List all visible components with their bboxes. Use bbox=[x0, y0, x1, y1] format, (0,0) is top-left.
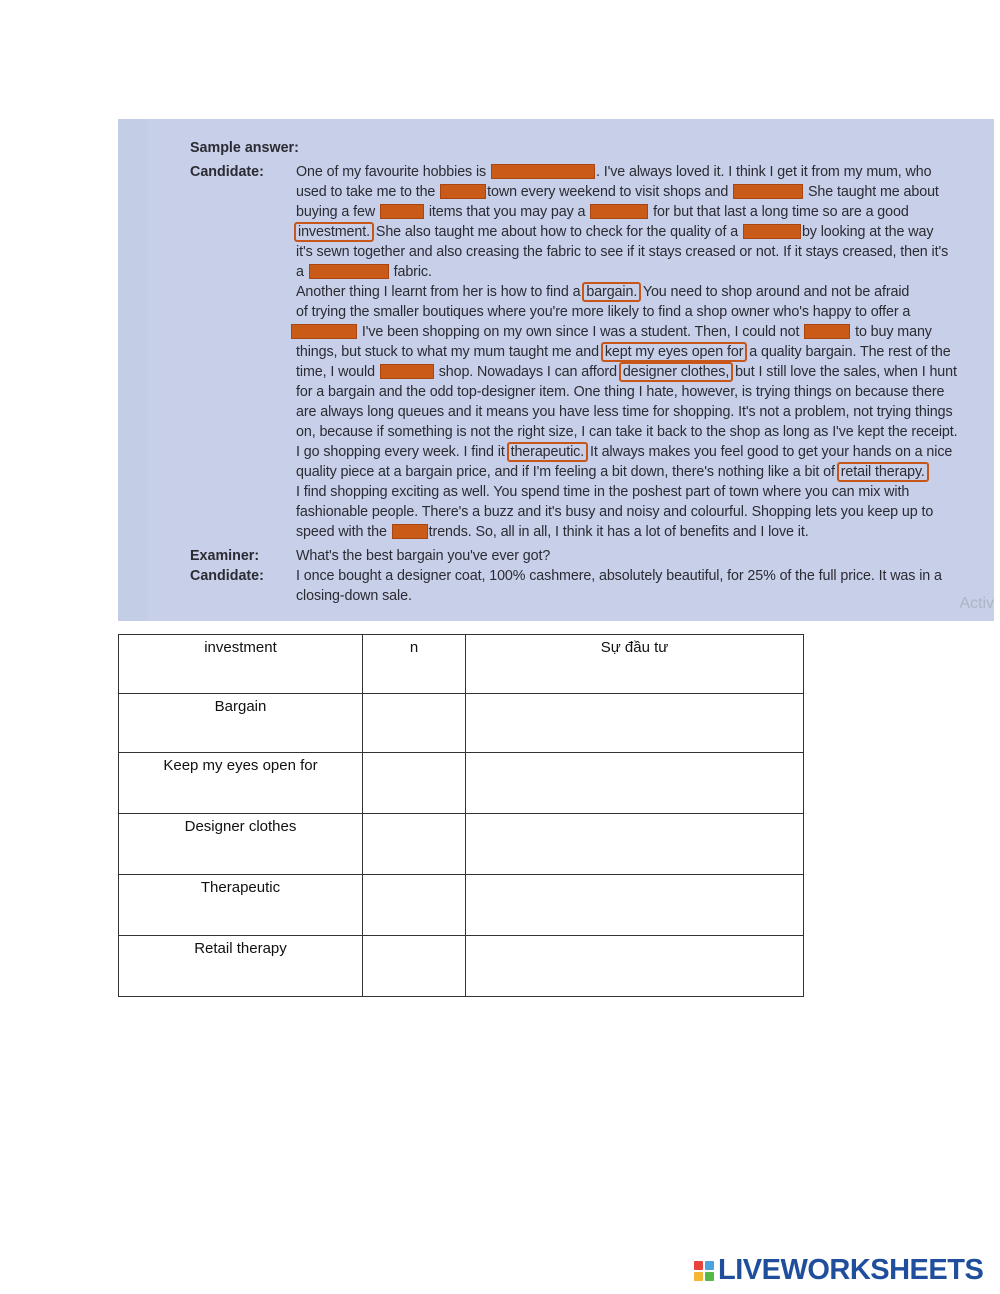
line-text: She taught me about bbox=[804, 184, 939, 200]
passage-line bbox=[296, 363, 957, 381]
term-cell: Bargain bbox=[119, 694, 363, 753]
logo-tile bbox=[694, 1261, 703, 1270]
word-class-cell[interactable] bbox=[363, 875, 466, 936]
speaker-candidate: Candidate: bbox=[190, 568, 264, 584]
line-text: time, I would bbox=[296, 364, 379, 380]
line-text: things, but stuck to what my mum taught me and bbox=[296, 344, 603, 360]
passage-line bbox=[296, 183, 939, 201]
passage-line: I find shopping exciting as well. You spend time in the poshest part of town where you can mix with bbox=[296, 484, 910, 500]
line-text: One of my favourite hobbies is bbox=[296, 164, 490, 180]
line-text: buying a few bbox=[296, 204, 379, 220]
line-text: Another thing I learnt from her is how to find a bbox=[296, 284, 585, 300]
highlight-bargain: bargain. bbox=[586, 284, 638, 300]
watermark-text: Activ bbox=[959, 595, 994, 612]
logo-tile bbox=[705, 1272, 714, 1281]
blank-box[interactable] bbox=[590, 204, 648, 219]
line-text: items that you may pay a bbox=[424, 204, 590, 220]
blank-box[interactable] bbox=[733, 184, 803, 199]
passage-line: closing-down sale. bbox=[296, 588, 412, 604]
logo-tile bbox=[705, 1261, 714, 1270]
scanned-passage bbox=[118, 119, 994, 621]
passage-line: fashionable people. There's a buzz and it's busy and noisy and colourful. Shopping lets you keep up to bbox=[296, 504, 934, 520]
meaning-cell[interactable] bbox=[466, 814, 804, 875]
word-class-cell[interactable] bbox=[363, 694, 466, 753]
passage-line: it's sewn together and also creasing the fabric to see if it stays creased or not. If it stays creased, then it's bbox=[296, 244, 949, 260]
passage-line bbox=[296, 343, 951, 361]
vocabulary-table bbox=[118, 634, 804, 997]
blank-box[interactable] bbox=[743, 224, 801, 239]
passage-line: What's the best bargain you've ever got? bbox=[296, 548, 551, 564]
logo-wordmark: LIVEWORKSHEETS bbox=[718, 1254, 984, 1286]
line-text: speed with the bbox=[296, 524, 391, 540]
blank-box[interactable] bbox=[804, 324, 850, 339]
passage-line bbox=[296, 223, 933, 241]
speaker-examiner: Examiner: bbox=[190, 548, 260, 564]
highlight-investment: investment. bbox=[298, 224, 371, 240]
logo-tiles-icon bbox=[694, 1261, 714, 1281]
line-text: used to take me to the bbox=[296, 184, 440, 200]
term-cell: Keep my eyes open for bbox=[119, 753, 363, 814]
passage-line bbox=[296, 283, 909, 301]
passage-line: I once bought a designer coat, 100% cashmere, absolutely beautiful, for 25% of the full price. It was in a bbox=[296, 568, 942, 584]
line-text: It always makes you feel good to get your hands on a nice bbox=[586, 444, 953, 460]
line-text: fabric. bbox=[389, 264, 432, 280]
passage-line: for a bargain and the odd top-designer item. One thing I hate, however, is trying things on because there bbox=[296, 384, 945, 400]
liveworksheets-logo bbox=[694, 1254, 983, 1287]
passage-line bbox=[296, 203, 909, 221]
line-text: quality piece at a bargain price, and if I'm feeling a bit down, there's nothing like a bit of bbox=[296, 464, 839, 480]
term-cell: Retail therapy bbox=[119, 936, 363, 997]
table-row bbox=[119, 753, 804, 814]
highlight-designer-clothes: designer clothes, bbox=[622, 364, 730, 380]
meaning-cell[interactable] bbox=[466, 753, 804, 814]
passage-card bbox=[148, 119, 994, 621]
highlight-retail-therapy: retail therapy. bbox=[840, 464, 925, 480]
table-row bbox=[119, 814, 804, 875]
term-cell: Designer clothes bbox=[119, 814, 363, 875]
term-cell: Therapeutic bbox=[119, 875, 363, 936]
passage-heading: Sample answer: bbox=[190, 140, 299, 156]
table-row bbox=[119, 875, 804, 936]
passage-line bbox=[296, 163, 931, 181]
blank-box[interactable] bbox=[380, 204, 424, 219]
line-text: a bbox=[296, 264, 308, 280]
line-text: . I've always loved it. I think I get it from my mum, who bbox=[595, 164, 932, 180]
line-text: to buy many bbox=[851, 324, 932, 340]
meaning-cell[interactable] bbox=[466, 936, 804, 997]
word-class-cell[interactable] bbox=[363, 814, 466, 875]
highlight-therapeutic: therapeutic. bbox=[510, 444, 585, 460]
meaning-cell[interactable]: Sự đầu tư bbox=[466, 635, 804, 694]
logo-tile bbox=[694, 1272, 703, 1281]
speaker-candidate: Candidate: bbox=[190, 164, 264, 180]
line-text: I've been shopping on my own since I was a student. Then, I could not bbox=[358, 324, 804, 340]
meaning-cell[interactable] bbox=[466, 875, 804, 936]
line-text: She also taught me about how to check for the quality of a bbox=[372, 224, 742, 240]
line-text: but I still love the sales, when I hunt bbox=[731, 364, 957, 380]
passage-line: are always long queues and it means you have less time for shopping. It's not a problem, not trying things bbox=[296, 404, 953, 420]
table-row bbox=[119, 936, 804, 997]
highlight-kept-my-eyes-open-for: kept my eyes open for bbox=[604, 344, 744, 360]
table-row bbox=[119, 635, 804, 694]
line-text: shop. Nowadays I can afford bbox=[434, 364, 621, 380]
blank-box[interactable] bbox=[491, 164, 595, 179]
word-class-cell[interactable]: n bbox=[363, 635, 466, 694]
line-text: for but that last a long time so are a good bbox=[649, 204, 909, 220]
word-class-cell[interactable] bbox=[363, 753, 466, 814]
line-text: by looking at the way bbox=[801, 224, 934, 240]
passage-line bbox=[296, 263, 432, 281]
table-row bbox=[119, 694, 804, 753]
passage-line bbox=[296, 443, 952, 461]
blank-box[interactable] bbox=[392, 524, 428, 539]
word-class-cell[interactable] bbox=[363, 936, 466, 997]
line-text: You need to shop around and not be afraid bbox=[639, 284, 910, 300]
blank-box[interactable] bbox=[309, 264, 389, 279]
line-text: a quality bargain. The rest of the bbox=[745, 344, 951, 360]
passage-line bbox=[296, 523, 809, 541]
line-text: town every weekend to visit shops and bbox=[487, 184, 733, 200]
blank-box[interactable] bbox=[440, 184, 486, 199]
meaning-cell[interactable] bbox=[466, 694, 804, 753]
blank-box[interactable] bbox=[291, 324, 357, 339]
blank-box[interactable] bbox=[380, 364, 434, 379]
term-cell: investment bbox=[119, 635, 363, 694]
passage-line bbox=[296, 463, 927, 481]
passage-line bbox=[290, 323, 932, 341]
line-text: trends. So, all in all, I think it has a lot of benefits and I love it. bbox=[428, 524, 809, 540]
line-text: I go shopping every week. I find it bbox=[296, 444, 509, 460]
passage-line: of trying the smaller boutiques where you're more likely to find a shop owner who's happy to offer a bbox=[296, 304, 911, 320]
passage-line: on, because if something is not the right size, I can take it back to the shop as long as I've kept the receipt. bbox=[296, 424, 958, 440]
